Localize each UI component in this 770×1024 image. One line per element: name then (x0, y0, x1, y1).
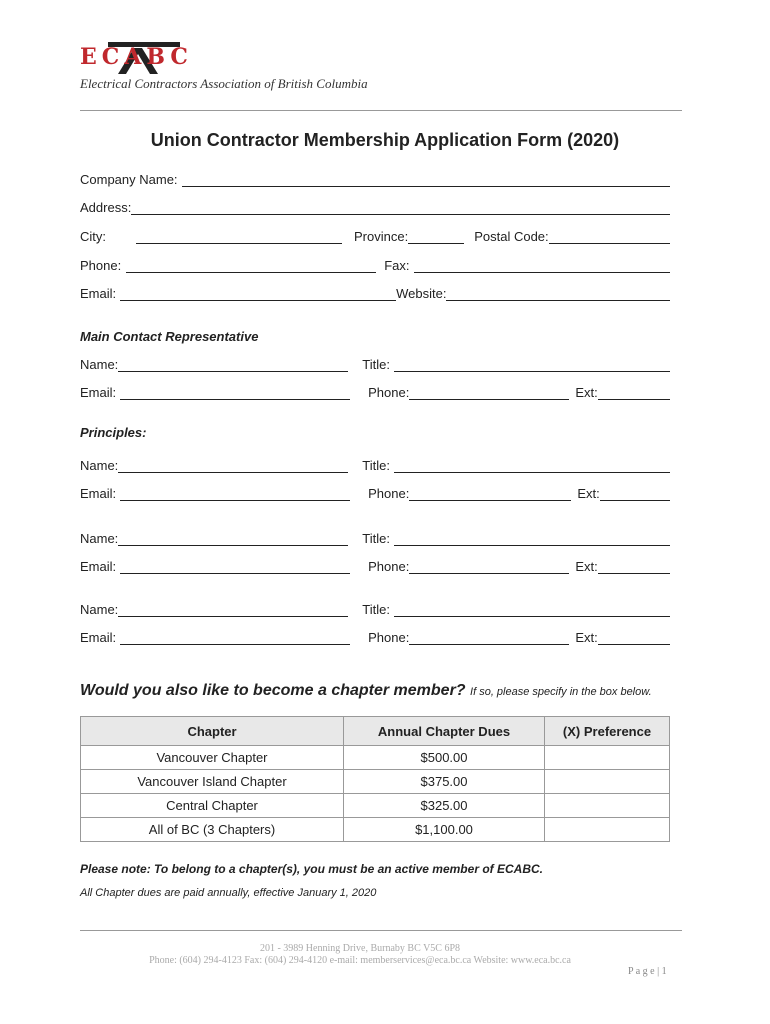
principle-1-phone-field[interactable] (409, 486, 571, 501)
main-contact-title-field[interactable] (394, 357, 670, 372)
fax-field[interactable] (414, 258, 671, 273)
principle-3-phone-field[interactable] (409, 630, 569, 645)
company-name-field[interactable] (182, 172, 670, 187)
dues-note: All Chapter dues are paid annually, effective January 1, 2020 (80, 887, 377, 899)
chapter-name-cell: Central Chapter (81, 794, 344, 818)
main-contact-name-row (80, 357, 670, 372)
address-label: Address: (80, 200, 132, 215)
principle-phone-label: Phone: (368, 486, 410, 501)
principle-1-email-field[interactable] (120, 486, 350, 501)
principle-1-name-field[interactable] (118, 458, 348, 473)
table-row (81, 794, 670, 818)
main-contact-email-field[interactable] (120, 385, 350, 400)
email-field[interactable] (120, 286, 396, 301)
main-contact-email-label: Email: (80, 385, 117, 400)
main-contact-ext-label: Ext: (575, 385, 598, 400)
principles-heading: Principles: (80, 425, 147, 440)
chapter-dues-cell: $375.00 (344, 770, 545, 794)
chapter-question (80, 682, 652, 700)
principle-phone-label: Phone: (368, 559, 410, 574)
province-field[interactable] (408, 229, 464, 244)
principle-name-label: Name: (80, 531, 119, 546)
principle-phone-label: Phone: (368, 630, 410, 645)
column-header-preference: (X) Preference (545, 717, 670, 746)
page-title: Union Contractor Membership Application Form (2020) (150, 130, 620, 150)
main-contact-email-row (80, 385, 670, 400)
table-row (81, 770, 670, 794)
principle-3-email-field[interactable] (120, 630, 350, 645)
chapter-question-sub: If so, please specify in the box below. (470, 686, 652, 698)
principle-1-email-row (80, 486, 670, 501)
logo-text: ECABC (80, 44, 193, 70)
chapter-dues-cell: $500.00 (344, 746, 545, 770)
phone-fax-row (80, 258, 670, 273)
fax-label: Fax: (384, 258, 410, 273)
page-number: P a g e | 1 (628, 966, 667, 977)
principle-email-label: Email: (80, 630, 117, 645)
chapter-dues-cell: $1,100.00 (344, 818, 545, 842)
city-field[interactable] (136, 229, 342, 244)
tagline: Electrical Contractors Association of British Columbia (80, 76, 368, 91)
principle-2-phone-field[interactable] (409, 559, 569, 574)
header-divider (80, 110, 682, 111)
main-contact-title-label: Title: (362, 357, 390, 372)
main-contact-heading: Main Contact Representative (80, 329, 259, 344)
principle-2-name-row (80, 531, 670, 546)
principle-2-ext-field[interactable] (598, 559, 670, 574)
main-contact-name-label: Name: (80, 357, 119, 372)
principle-2-email-row (80, 559, 670, 574)
email-label: Email: (80, 286, 117, 301)
phone-field[interactable] (126, 258, 376, 273)
column-header-chapter: Chapter (81, 717, 344, 746)
address-field[interactable] (131, 200, 670, 215)
chapter-name-cell: Vancouver Chapter (81, 746, 344, 770)
main-contact-phone-label: Phone: (368, 385, 410, 400)
principle-2-name-field[interactable] (118, 531, 348, 546)
principle-3-name-field[interactable] (118, 602, 348, 617)
postal-code-label: Postal Code: (474, 229, 549, 244)
chapter-table (80, 716, 670, 842)
principle-1-ext-field[interactable] (600, 486, 670, 501)
chapter-preference-cell[interactable] (545, 818, 670, 842)
main-contact-name-field[interactable] (118, 357, 348, 372)
email-website-row (80, 286, 670, 301)
principle-ext-label: Ext: (575, 630, 598, 645)
city-label: City: (80, 229, 106, 244)
chapter-name-cell: All of BC (3 Chapters) (81, 818, 344, 842)
principle-3-name-row (80, 602, 670, 617)
principle-title-label: Title: (362, 602, 390, 617)
table-row (81, 746, 670, 770)
company-name-label: Company Name: (80, 172, 178, 187)
column-header-dues: Annual Chapter Dues (344, 717, 545, 746)
table-row (81, 818, 670, 842)
principle-title-label: Title: (362, 531, 390, 546)
principle-1-name-row (80, 458, 670, 473)
province-label: Province: (354, 229, 409, 244)
city-row (80, 229, 670, 244)
website-field[interactable] (446, 286, 670, 301)
chapter-preference-cell[interactable] (545, 794, 670, 818)
company-name-row (80, 172, 670, 187)
footer-divider (80, 930, 682, 931)
principle-1-title-field[interactable] (394, 458, 670, 473)
principle-name-label: Name: (80, 602, 119, 617)
principle-3-title-field[interactable] (394, 602, 670, 617)
principle-3-email-row (80, 630, 670, 645)
table-header-row (81, 717, 670, 746)
main-contact-phone-field[interactable] (409, 385, 569, 400)
main-contact-ext-field[interactable] (598, 385, 670, 400)
postal-code-field[interactable] (549, 229, 670, 244)
principle-2-email-field[interactable] (120, 559, 350, 574)
principle-email-label: Email: (80, 486, 117, 501)
chapter-question-text: Would you also like to become a chapter member? (80, 682, 466, 699)
principle-ext-label: Ext: (575, 559, 598, 574)
chapter-preference-cell[interactable] (545, 746, 670, 770)
principle-name-label: Name: (80, 458, 119, 473)
principle-3-ext-field[interactable] (598, 630, 670, 645)
ecabc-logo (80, 40, 280, 70)
footer-address: 201 - 3989 Henning Drive, Burnaby BC V5C 6P8 (259, 943, 461, 954)
address-row (80, 200, 670, 215)
phone-label: Phone: (80, 258, 122, 273)
chapter-name-cell: Vancouver Island Chapter (81, 770, 344, 794)
principle-email-label: Email: (80, 559, 117, 574)
chapter-dues-cell: $325.00 (344, 794, 545, 818)
website-label: Website: (396, 286, 447, 301)
footer-contact: Phone: (604) 294-4123 Fax: (604) 294-4120 e-mail: memberservices@eca.bc.ca Website: www.eca.bc.ca (149, 955, 571, 966)
principle-2-title-field[interactable] (394, 531, 670, 546)
chapter-preference-cell[interactable] (545, 770, 670, 794)
principle-title-label: Title: (362, 458, 390, 473)
membership-note: Please note: To belong to a chapter(s), you must be an active member of ECABC. (80, 862, 543, 876)
principle-ext-label: Ext: (577, 486, 600, 501)
